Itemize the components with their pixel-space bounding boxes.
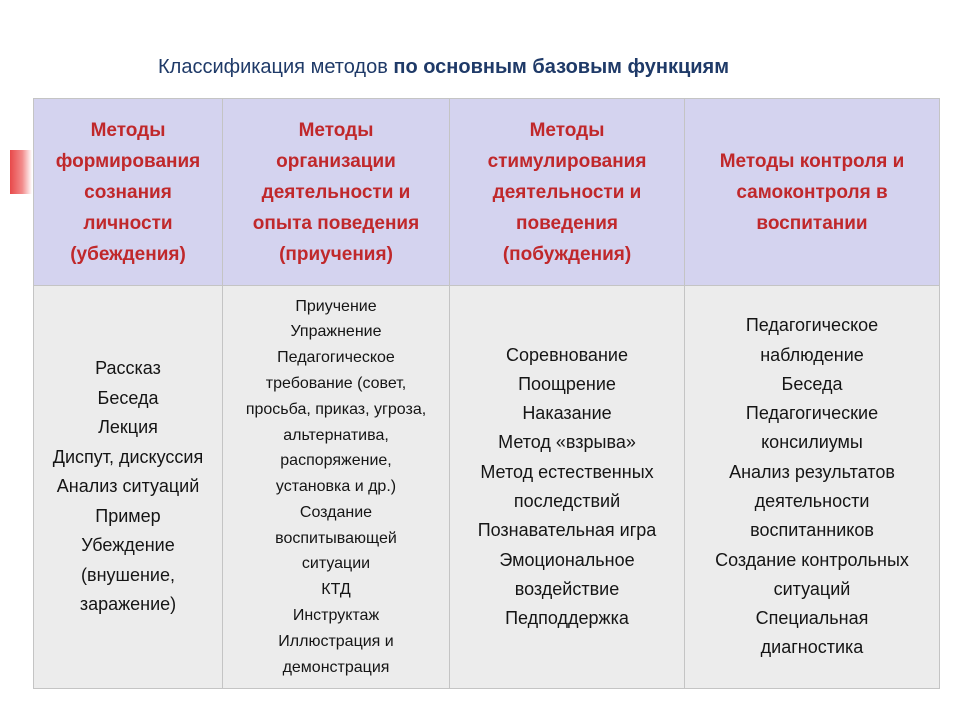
header-note: (приучения) [279,243,393,265]
header-cell-habituation [223,99,450,286]
method-item: КТД [321,581,351,599]
header-line: личности [83,212,173,234]
header-line: организации [276,150,396,172]
method-item: последствий [513,491,621,511]
header-line: стимулирования [487,150,647,172]
method-item: воспитывающей [275,529,397,547]
method-item: демонстрация [282,658,390,676]
page-title [158,56,729,79]
method-item: воспитанников [750,520,874,541]
method-item: диагностика [760,637,864,658]
header-cell-stimulation [450,99,685,286]
header-line: Методы [529,119,605,141]
body-cell-control [685,286,940,689]
header-note: (побуждения) [502,243,632,265]
header-line: Методы [90,119,166,141]
method-item: Метод «взрыва» [498,432,636,453]
header-line: воспитании [756,212,868,234]
method-item: Поощрение [518,373,616,394]
method-item: воздействие [514,578,620,599]
method-item: Специальная [755,608,869,629]
method-item: Беседа [781,373,843,394]
method-item: Беседа [97,387,159,408]
method-item: Анализ ситуаций [56,476,200,497]
method-item: ситуаций [773,578,851,599]
body-cell-stimulation [450,286,685,689]
body-row [34,286,940,689]
methods-table [33,98,940,689]
method-item: Пример [95,505,161,526]
method-item: консилиумы [761,432,863,453]
method-item: Анализ результатов [729,461,895,482]
header-line: формирования [55,150,201,172]
method-item: Иллюстрация и [278,632,394,650]
header-cell-persuasion [34,99,223,286]
method-item: (внушение, [81,564,175,585]
header-line: деятельности и [261,181,411,203]
header-note: (убеждения) [70,243,186,265]
method-item: Педагогические [745,403,879,424]
method-item: Рассказ [95,358,161,379]
header-line: самоконтроля в [736,181,888,203]
accent-bar [10,150,32,194]
method-item: Убеждение [81,535,175,556]
method-item: Познавательная игра [477,520,657,541]
header-line: Методы [298,119,374,141]
method-item: распоряжение, [280,452,392,470]
header-line: сознания [84,181,172,203]
body-cell-habituation [223,286,450,689]
header-cell-control [685,99,940,286]
method-item: Педагогическое [745,315,879,336]
method-item: Упражнение [290,323,382,341]
method-item: установка и др.) [275,478,397,496]
title-part-regular: Классификация методов [158,56,394,78]
header-row [34,99,940,286]
header-line: деятельности и [492,181,642,203]
body-cell-persuasion [34,286,223,689]
method-item: Педподдержка [505,608,629,629]
method-item: Соревнование [506,344,628,365]
header-line: Методы контроля и [719,150,905,172]
method-item: Инструктаж [292,607,380,625]
method-item: деятельности [754,491,870,511]
method-item: наблюдение [760,344,864,365]
method-item: просьба, приказ, угроза, [245,400,427,418]
method-item: требование (совет, [265,374,407,392]
method-item: альтернатива, [283,426,389,444]
title-part-bold: по основным базовым функциям [393,56,730,78]
method-item: Лекция [98,417,158,438]
method-item: Педагогическое [277,349,395,367]
method-item: Метод естественных [480,461,654,482]
method-item: Создание контрольных [715,549,909,570]
method-item: Наказание [522,403,612,424]
method-item: Диспут, дискуссия [52,446,204,467]
method-item: Эмоциональное [499,549,635,570]
header-line: опыта поведения [252,212,420,234]
method-item: заражение) [79,594,177,615]
method-item: ситуации [301,555,371,573]
header-line: поведения [516,212,618,234]
method-item: Создание [299,503,373,521]
method-item: Приучение [295,297,377,315]
